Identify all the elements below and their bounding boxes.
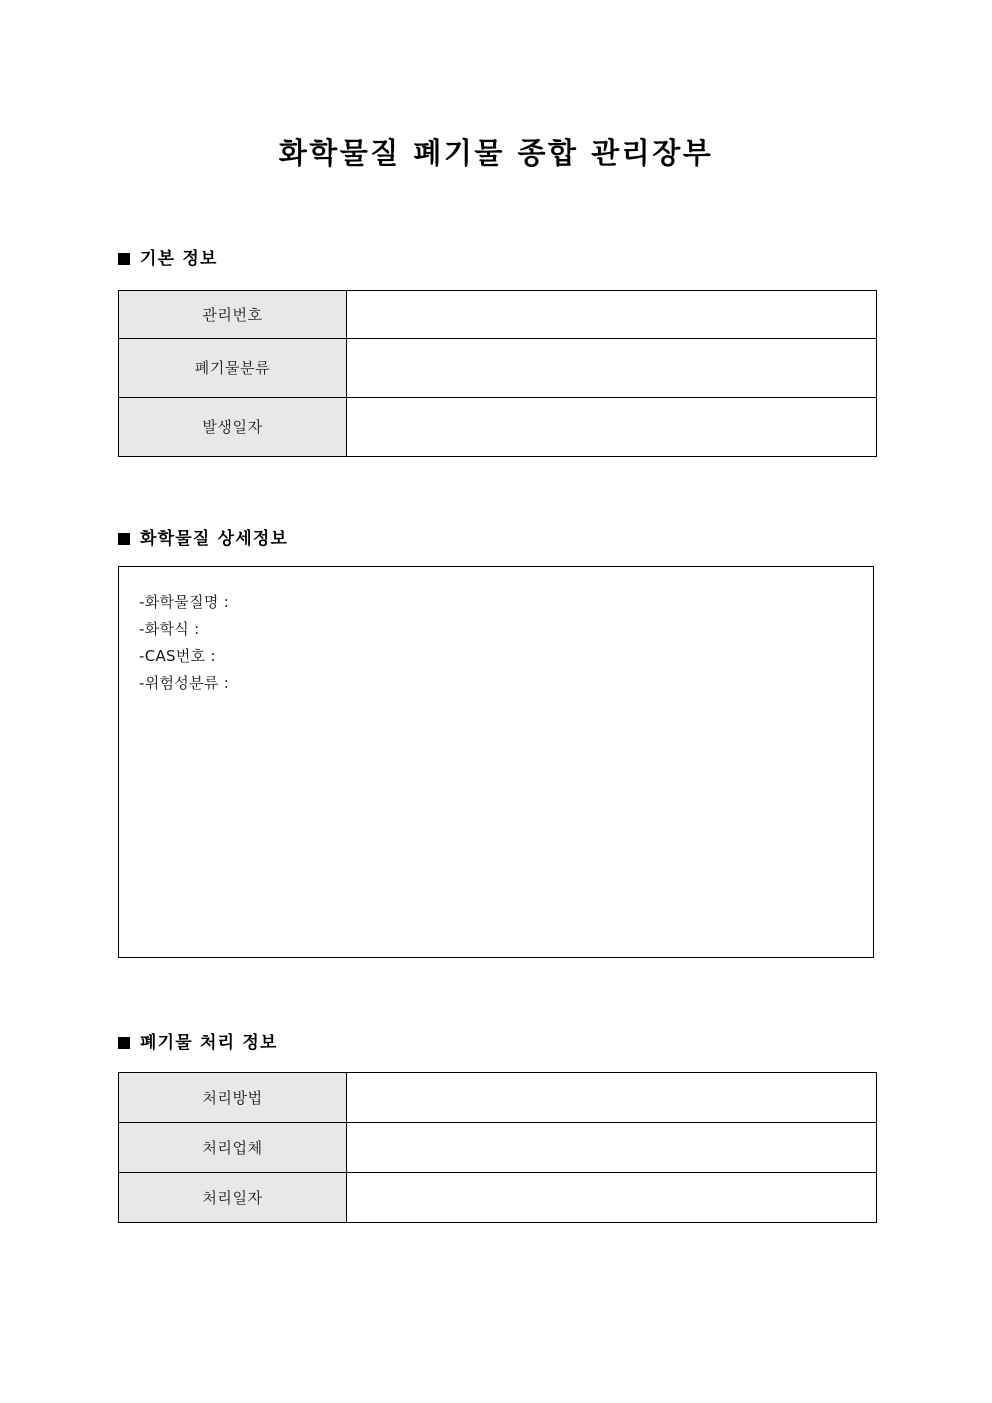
- detail-line-cas-number: -CAS번호 :: [139, 647, 216, 665]
- table-row: [119, 339, 877, 398]
- chemical-detail-textarea[interactable]: [118, 566, 874, 958]
- field-value-treatment-date[interactable]: [347, 1173, 877, 1223]
- table-row: [119, 1073, 877, 1123]
- square-bullet-icon: [118, 533, 130, 545]
- field-label-waste-classification: 폐기물분류: [119, 339, 347, 398]
- field-label-generation-date: 발생일자: [119, 398, 347, 457]
- table-row: [119, 1173, 877, 1223]
- field-value-management-number[interactable]: [347, 291, 877, 339]
- field-label-management-number: 관리번호: [119, 291, 347, 339]
- page-title: 화학물질 폐기물 종합 관리장부: [278, 136, 714, 170]
- table-row: [119, 398, 877, 457]
- section-heading-treatment-info-label: 폐기물 처리 정보: [140, 1033, 278, 1053]
- square-bullet-icon: [118, 253, 130, 265]
- field-value-treatment-method[interactable]: [347, 1073, 877, 1123]
- basic-info-table: [118, 290, 877, 457]
- table-row: [119, 1123, 877, 1173]
- section-heading-chemical-detail-label: 화학물질 상세정보: [140, 529, 289, 549]
- detail-line-chemical-formula: -화학식 :: [139, 620, 200, 638]
- section-heading-basic-info-label: 기본 정보: [140, 249, 218, 269]
- chemical-detail-prompt-list: [139, 589, 839, 697]
- field-label-treatment-method: 처리방법: [119, 1073, 347, 1123]
- square-bullet-icon: [118, 1037, 130, 1049]
- detail-line-chemical-name: -화학물질명 :: [139, 593, 230, 611]
- field-label-treatment-company: 처리업체: [119, 1123, 347, 1173]
- field-value-treatment-company[interactable]: [347, 1123, 877, 1173]
- detail-line-hazard-classification: -위험성분류 :: [139, 674, 230, 692]
- field-value-generation-date[interactable]: [347, 398, 877, 457]
- field-value-waste-classification[interactable]: [347, 339, 877, 398]
- table-row: [119, 291, 877, 339]
- section-heading-basic-info: [118, 248, 218, 270]
- section-heading-treatment-info: [118, 1032, 278, 1054]
- section-heading-chemical-detail: [118, 528, 288, 550]
- treatment-info-table: [118, 1072, 877, 1223]
- field-label-treatment-date: 처리일자: [119, 1173, 347, 1223]
